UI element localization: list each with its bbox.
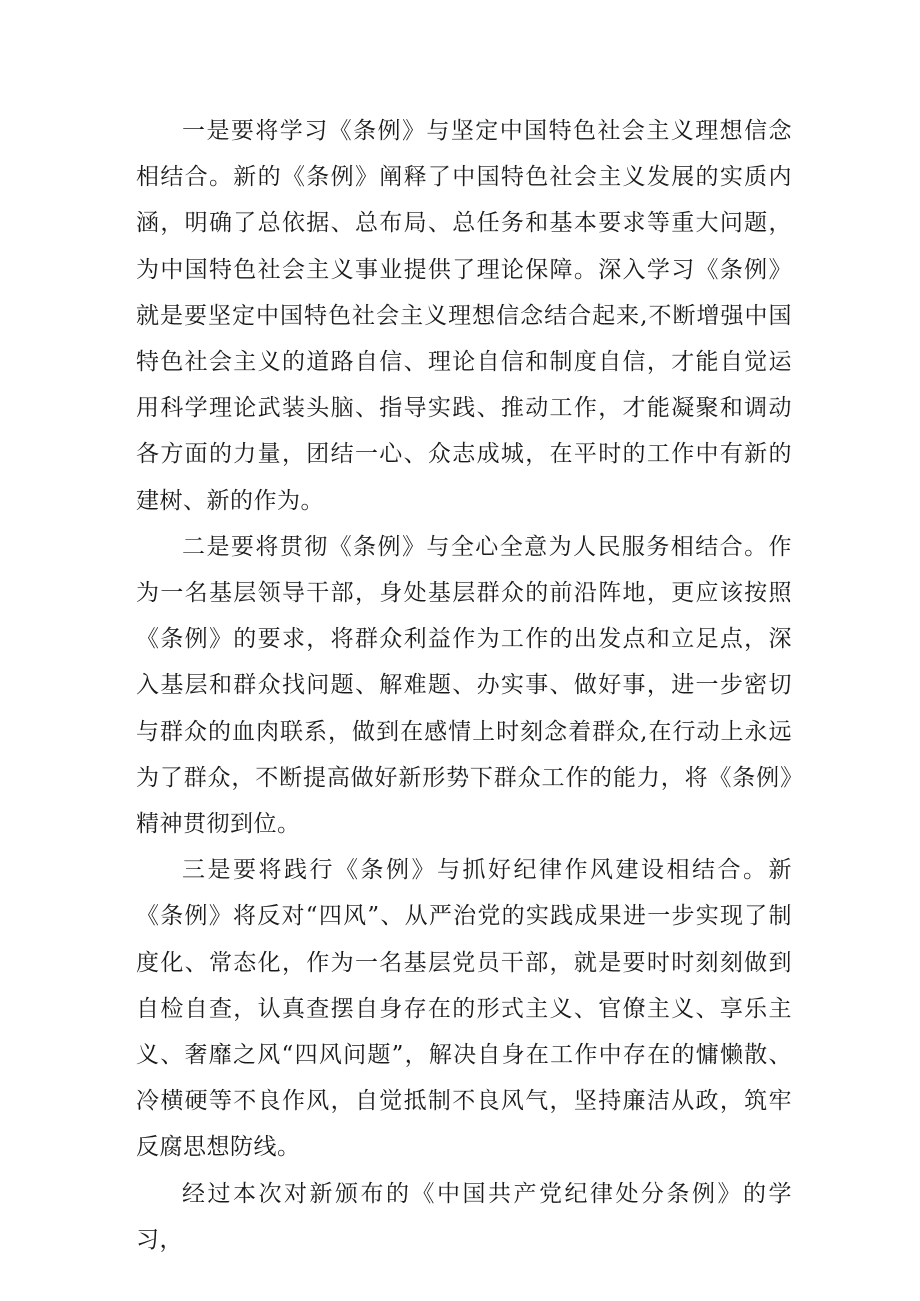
paragraph-4: 经过本次对新颁布的《中国共产党纪律处分条例》的学习， xyxy=(136,1180,792,1253)
paragraph-2: 二是要将贯彻《条例》与全心全意为人民服务相结合。作为一名基层领导干部，身处基层群众的前沿阵地，更应该按照《条例》的要求，将群众利益作为工作的出发点和立足点，深入基层和群众找问题、解难题、办实事、做好事，进一步密切与群众的血肉联系，做到在感情上时刻念着群众,在行动上永远为了群众，不断提高做好新形势下群众工作的能力，将《条例》精神贯彻到位。 xyxy=(136,533,792,838)
paragraph-1: 一是要将学习《条例》与坚定中国特色社会主义理想信念相结合。新的《条例》阐释了中国特色社会主义发展的实质内涵，明确了总依据、总布局、总任务和基本要求等重大问题，为中国特色社会主义事业提供了理论保障。深入学习《条例》就是要坚定中国特色社会主义理想信念结合起来,不断增强中国特色社会主义的道路自信、理论自信和制度自信，才能自觉运用科学理论武装头脑、指导实践、推动工作，才能凝聚和调动各方面的力量，团结一心、众志成城，在平时的工作中有新的建树、新的作为。 xyxy=(136,118,792,514)
paragraph-3: 三是要将践行《条例》与抓好纪律作风建设相结合。新《条例》将反对“四风”、从严治党的实践成果进一步实现了制度化、常态化，作为一名基层党员干部，就是要时时刻刻做到自检自查，认真查摆自身存在的形式主义、官僚主义、享乐主义、奢靡之风“四风问题”，解决自身在工作中存在的慵懒散、冷横硬等不良作风，自觉抵制不良风气，坚持廉洁从政，筑牢反腐思想防线。 xyxy=(136,857,792,1161)
document-body xyxy=(136,108,792,1263)
